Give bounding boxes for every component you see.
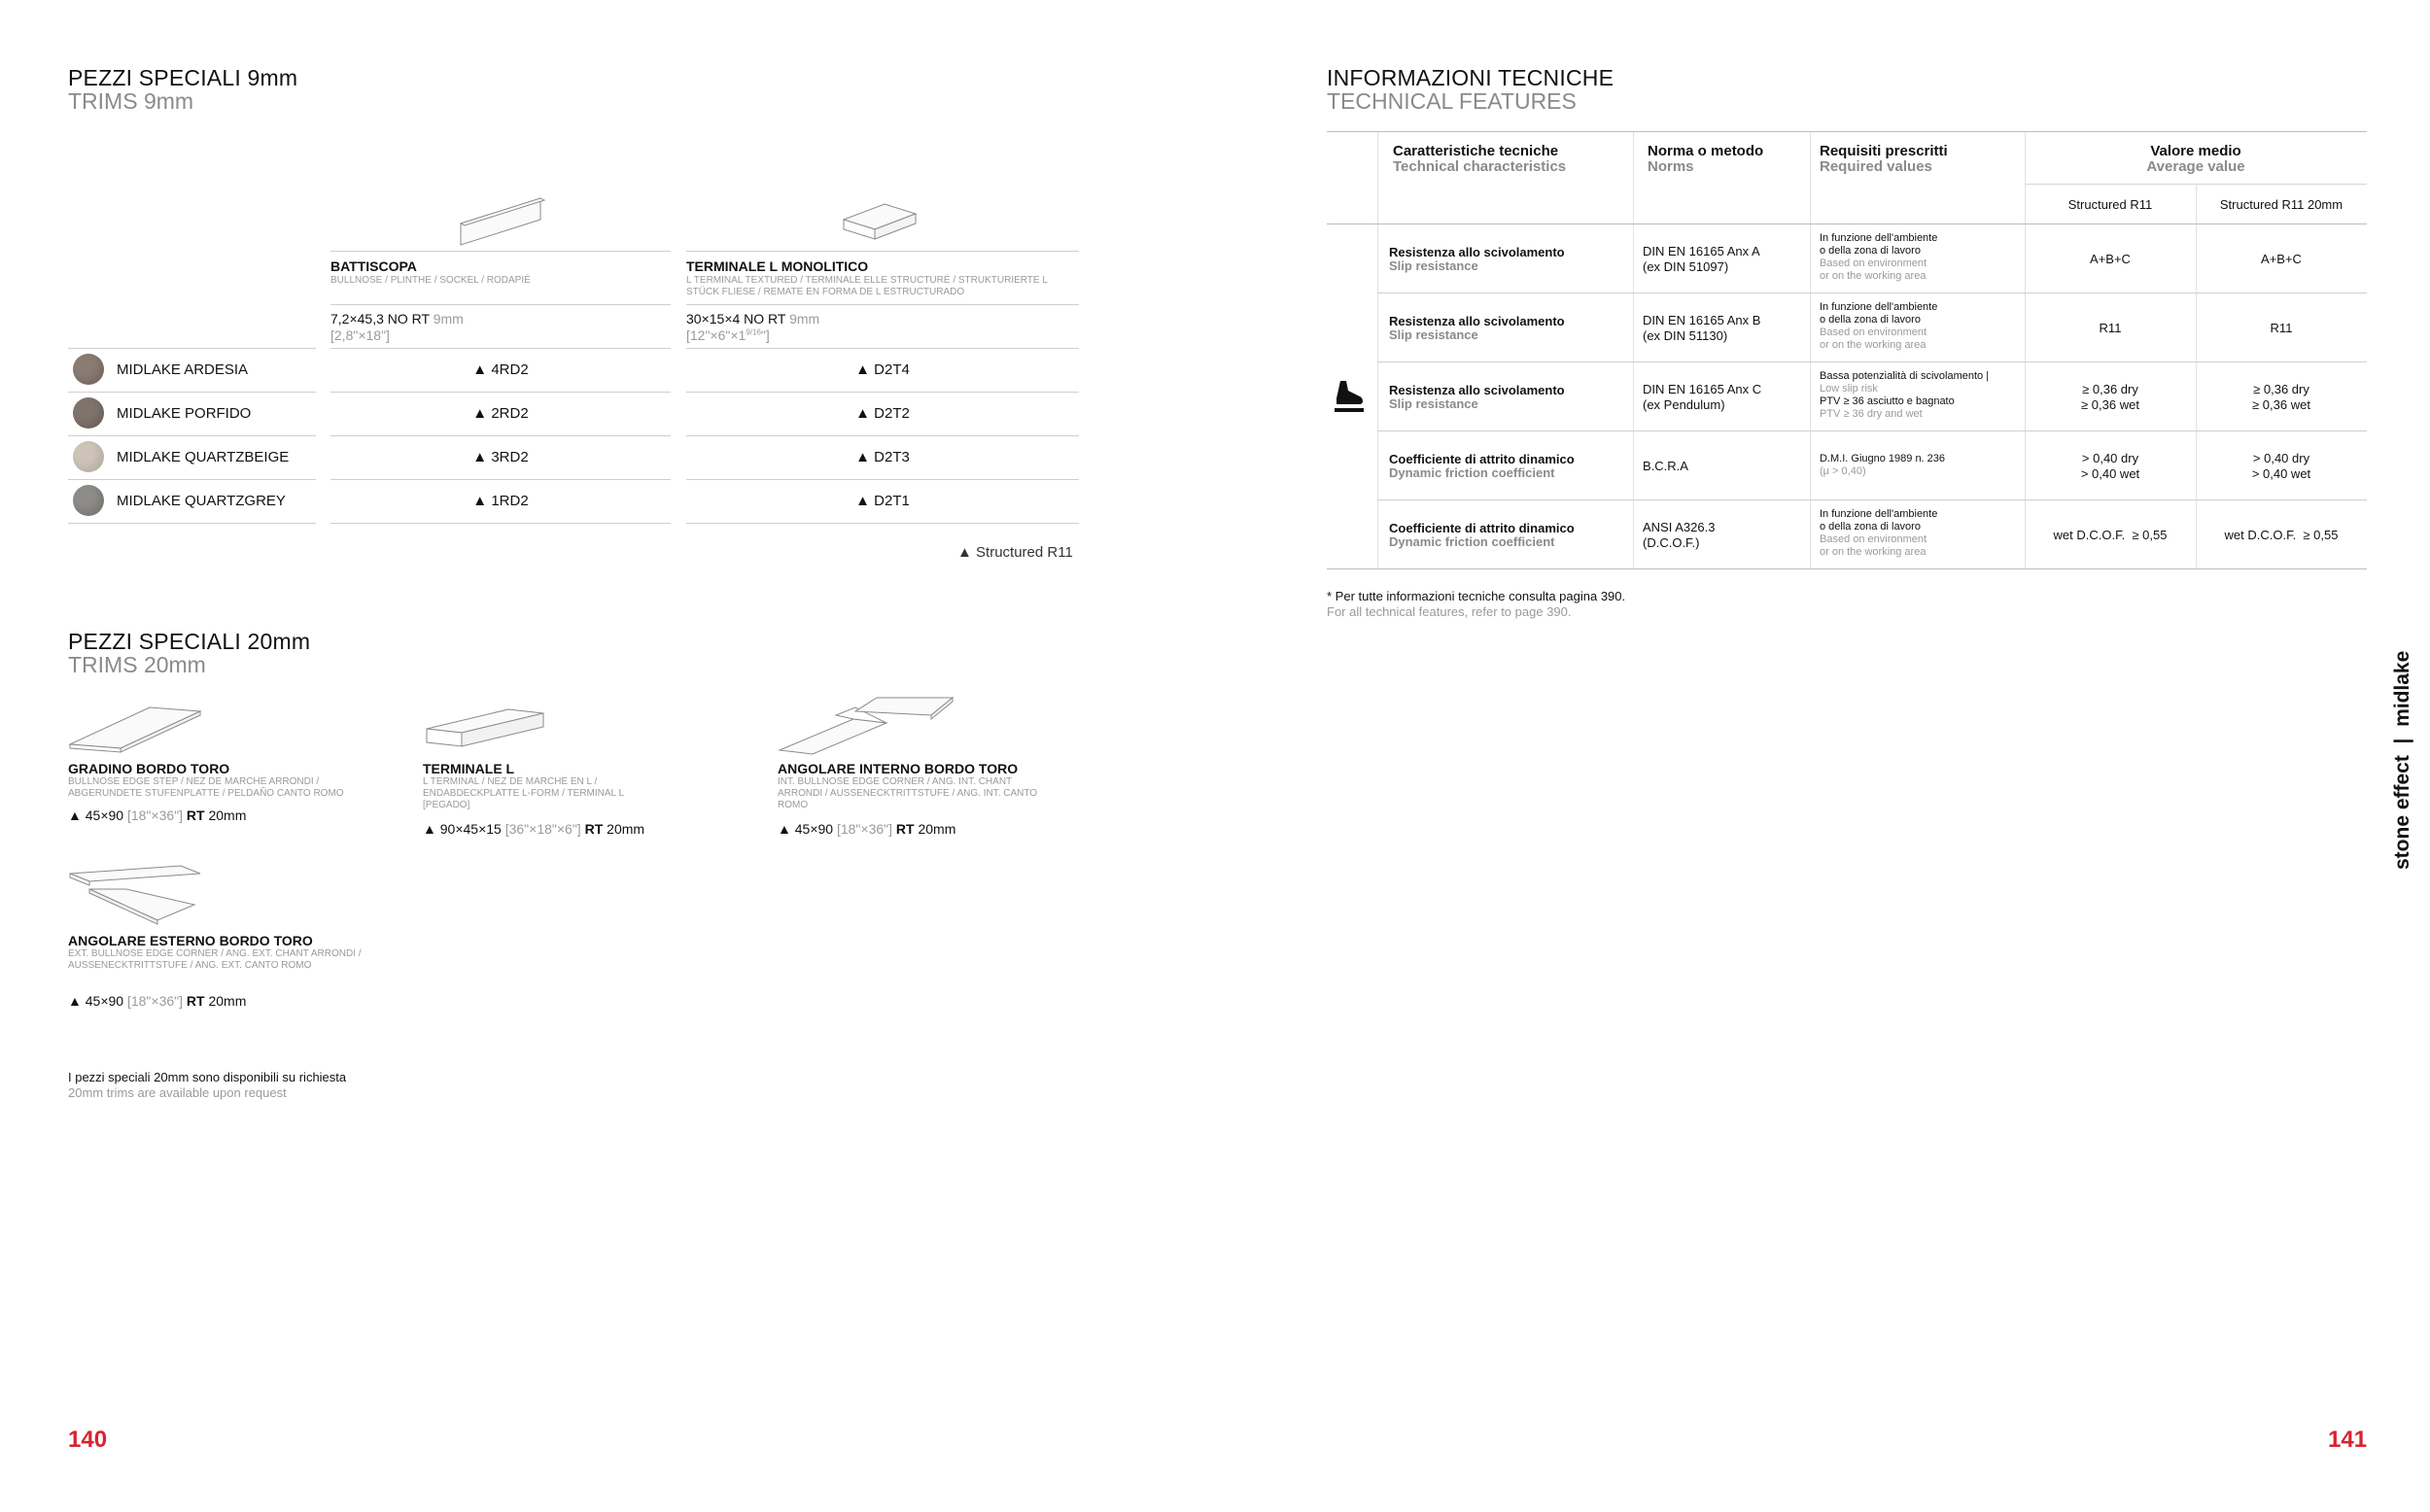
trims9-subtitle: TRIMS 9mm — [68, 88, 194, 114]
table-top-rule — [1327, 131, 2367, 132]
header-norm-en: Norms — [1648, 158, 1694, 175]
size-thickness: 9mm — [433, 311, 464, 326]
norm-line1: B.C.R.A — [1643, 459, 1688, 473]
char-en: Slip resistance — [1389, 258, 1478, 273]
req-it-1: In funzione dell'ambiente — [1820, 301, 1938, 313]
item-desc: BULLNOSE EDGE STEP / NEZ DE MARCHE ARRONDI / ABGERUNDETE STUFENPLATTE / PELDAÑO CANTO ROMO — [68, 776, 344, 799]
code-cell — [330, 449, 671, 465]
trims9-title: PEZZI SPECIALI 9mm — [68, 65, 298, 90]
size-inch: [18"×36"] — [126, 993, 184, 1009]
structured-triangle-icon: ▲ — [472, 405, 488, 422]
value-col2-wet: ≥ 0,36 wet — [2252, 397, 2310, 412]
legend-label: Structured R11 — [976, 544, 1073, 561]
header-norm: Norma o metodo — [1648, 143, 1764, 159]
req-en-1: Low slip risk — [1820, 383, 1878, 395]
terminale-l-monolitico-size-inch — [686, 327, 770, 343]
norm-line2: (D.C.O.F.) — [1643, 535, 1700, 550]
size-value: 45×90 — [794, 821, 834, 837]
char-en: Dynamic friction coefficient — [1389, 534, 1555, 549]
note-it: I pezzi speciali 20mm sono disponibili su richiesta — [68, 1070, 347, 1084]
divider — [330, 304, 671, 305]
val-col2-header: Structured R11 20mm — [2219, 197, 2343, 212]
structured-triangle-icon: ▲ — [472, 493, 488, 509]
page-number-right: 141 — [2328, 1426, 2368, 1453]
code-cell — [686, 361, 1079, 378]
value-col2-dry: ≥ 0,36 dry — [2253, 382, 2309, 396]
header-char: Caratteristiche tecniche — [1393, 143, 1559, 159]
tech-subtitle: TECHNICAL FEATURES — [1327, 88, 1577, 114]
code-cell — [686, 493, 1079, 509]
norm-line2: (ex DIN 51130) — [1643, 328, 1728, 343]
header-req: Requisiti prescritti — [1820, 143, 1948, 159]
battiscopa-image — [457, 194, 554, 249]
divider — [330, 251, 671, 252]
table-bottom-rule — [1327, 568, 2367, 569]
req-it-2: o della zona di lavoro — [1820, 314, 1921, 326]
table-row — [1327, 362, 2367, 430]
thickness: 20mm — [208, 993, 247, 1009]
divider — [686, 304, 1079, 305]
terminale-l-monolitico-desc: L TERMINAL TEXTURED / TERMINALE ELLE STRUCTURÉ / STRUKTURIERTE L STÜCK FLIESE / REMATE EN FORMA DE L ESTRUCTURADO — [686, 275, 1048, 297]
size-thickness: 9mm — [789, 311, 820, 326]
swatch-ardesia — [73, 354, 104, 385]
req-en-2: or on the working area — [1820, 546, 1927, 558]
norm-line1: ANSI A326.3 — [1643, 520, 1716, 534]
swatch-quartzgrey — [73, 485, 104, 516]
header-val-en: Average value — [2146, 158, 2245, 175]
color-row — [68, 392, 1079, 435]
battiscopa-size-inch: [2,8"×18"] — [330, 327, 390, 343]
thickness: 20mm — [208, 808, 247, 823]
structured-triangle-icon: ▲ — [68, 993, 82, 1009]
trims20-subtitle: TRIMS 20mm — [68, 652, 206, 677]
value-col2: A+B+C — [2261, 252, 2302, 266]
side-label: stone effect | midlake — [2391, 650, 2413, 870]
norm-line1: DIN EN 16165 Anx A — [1643, 244, 1760, 258]
code-value: D2T3 — [874, 449, 910, 465]
code-value: 2RD2 — [491, 405, 529, 422]
color-name: MIDLAKE PORFIDO — [117, 405, 252, 422]
code-cell — [330, 493, 671, 509]
structured-triangle-icon: ▲ — [423, 821, 436, 837]
structured-triangle-icon: ▲ — [855, 449, 870, 465]
color-name: MIDLAKE ARDESIA — [117, 361, 249, 378]
char-en: Slip resistance — [1389, 327, 1478, 342]
char-it: Resistenza allo scivolamento — [1389, 314, 1565, 328]
value-col1-wet: ≥ 0,36 wet — [2081, 397, 2139, 412]
value-col1: wet D.C.O.F. ≥ 0,55 — [2053, 528, 2168, 542]
size-main: 7,2×45,3 NO RT — [330, 311, 430, 326]
req-it-2: o della zona di lavoro — [1820, 521, 1921, 533]
value-col2: wet D.C.O.F. ≥ 0,55 — [2224, 528, 2339, 542]
req-it-2: PTV ≥ 36 asciutto e bagnato — [1820, 395, 1955, 407]
code-cell — [330, 405, 671, 422]
terminale-l-monolitico-size — [686, 311, 819, 326]
size-inch: [18"×36"] — [126, 808, 184, 823]
char-it: Coefficiente di attrito dinamico — [1389, 452, 1575, 466]
size-main: 30×15×4 NO RT — [686, 311, 786, 326]
table-row — [1327, 224, 2367, 292]
req-en-2: or on the working area — [1820, 270, 1927, 282]
angolare-esterno-bordo-toro-image — [68, 860, 204, 928]
swatch-quartzbeige — [73, 441, 104, 472]
size-inch-end: "] — [760, 327, 770, 343]
table-row — [1327, 431, 2367, 499]
item-name: GRADINO BORDO TORO — [68, 761, 230, 776]
structured-triangle-icon: ▲ — [472, 361, 488, 378]
table-row — [1327, 500, 2367, 568]
size-value: 45×90 — [85, 808, 124, 823]
structured-triangle-icon: ▲ — [855, 405, 870, 422]
item-size — [68, 808, 246, 823]
norm-line1: DIN EN 16165 Anx B — [1643, 313, 1761, 327]
val-col1-header: Structured R11 — [2067, 197, 2153, 212]
code-cell — [686, 449, 1079, 465]
rt-label: RT — [895, 821, 915, 837]
color-name: MIDLAKE QUARTZGREY — [117, 493, 286, 509]
item-size — [778, 821, 955, 837]
char-en: Dynamic friction coefficient — [1389, 465, 1555, 480]
value-col2-dry: > 0,40 dry — [2252, 451, 2310, 465]
structured-triangle-icon: ▲ — [855, 493, 870, 509]
note-en: 20mm trims are available upon request — [68, 1085, 287, 1100]
swatch-porfido — [73, 397, 104, 429]
item-name: ANGOLARE INTERNO BORDO TORO — [778, 761, 1019, 776]
item-name: ANGOLARE ESTERNO BORDO TORO — [68, 933, 313, 948]
header-val: Valore medio — [2150, 143, 2241, 159]
size-value: 90×45×15 — [439, 821, 502, 837]
footnote-it: * Per tutte informazioni tecniche consulta pagina 390. — [1327, 589, 1626, 603]
structured-triangle-icon: ▲ — [778, 821, 791, 837]
item-desc: L TERMINAL / NEZ DE MARCHE EN L / ENDABDECKPLATTE L-FORM / TERMINAL L [PEGADO] — [423, 776, 624, 810]
req-it-1: Bassa potenzialità di scivolamento | — [1820, 370, 1990, 382]
value-col1-dry: ≥ 0,36 dry — [2082, 382, 2138, 396]
rt-label: RT — [186, 993, 205, 1009]
tech-title: INFORMAZIONI TECNICHE — [1327, 65, 1614, 90]
req-it-2: o della zona di lavoro — [1820, 245, 1921, 257]
code-value: D2T4 — [874, 361, 910, 378]
rt-label: RT — [186, 808, 205, 823]
code-cell — [686, 405, 1079, 422]
norm-line1: DIN EN 16165 Anx C — [1643, 382, 1762, 396]
code-cell — [330, 361, 671, 378]
color-row — [68, 435, 1079, 479]
char-it: Resistenza allo scivolamento — [1389, 383, 1565, 397]
legend — [957, 544, 1073, 561]
thickness: 20mm — [918, 821, 956, 837]
req-en-1: (μ > 0,40) — [1820, 465, 1866, 477]
code-value: D2T2 — [874, 405, 910, 422]
rt-label: RT — [584, 821, 604, 837]
item-name: TERMINALE L — [423, 761, 515, 776]
code-value: 4RD2 — [491, 361, 529, 378]
char-it: Coefficiente di attrito dinamico — [1389, 521, 1575, 535]
color-row — [68, 479, 1079, 523]
terminale-l-monolitico-image — [838, 200, 920, 247]
item-desc: EXT. BULLNOSE EDGE CORNER / ANG. EXT. CHANT ARRONDI / AUSSENECKTRITTSTUFE / ANG. EXT. CANTO ROMO — [68, 948, 362, 971]
thickness: 20mm — [607, 821, 645, 837]
gradino-bordo-toro-image — [68, 698, 204, 756]
divider — [686, 251, 1079, 252]
item-size — [68, 993, 246, 1009]
code-value: 3RD2 — [491, 449, 529, 465]
value-col1: R11 — [2099, 321, 2122, 335]
color-name: MIDLAKE QUARTZBEIGE — [117, 449, 290, 465]
table-row — [1327, 293, 2367, 361]
value-col1-dry: > 0,40 dry — [2081, 451, 2139, 465]
char-en: Slip resistance — [1389, 396, 1478, 411]
value-col1: A+B+C — [2090, 252, 2131, 266]
size-inch-sup: 9/16 — [746, 327, 761, 337]
req-en-1: Based on environment — [1820, 326, 1927, 338]
req-it-1: In funzione dell'ambiente — [1820, 508, 1938, 520]
terminale-l-image — [423, 705, 549, 756]
char-it: Resistenza allo scivolamento — [1389, 245, 1565, 259]
header-char-en: Technical characteristics — [1393, 158, 1567, 175]
structured-triangle-icon: ▲ — [855, 361, 870, 378]
code-value: D2T1 — [874, 493, 910, 509]
size-inch: [18"×36"] — [836, 821, 893, 837]
value-col2: R11 — [2270, 321, 2293, 335]
color-row — [68, 348, 1079, 392]
size-inch: [12"×6"×1 — [686, 327, 746, 343]
structured-triangle-icon: ▲ — [957, 544, 972, 561]
structured-triangle-icon: ▲ — [472, 449, 488, 465]
value-col1-wet: > 0,40 wet — [2080, 466, 2140, 481]
size-inch: [36"×18"×6"] — [504, 821, 581, 837]
req-it-1: In funzione dell'ambiente — [1820, 232, 1938, 244]
header-req-en: Required values — [1820, 158, 1932, 175]
norm-line2: (ex Pendulum) — [1643, 397, 1725, 412]
req-en-2: PTV ≥ 36 dry and wet — [1820, 408, 1923, 420]
battiscopa-name: BATTISCOPA — [330, 258, 417, 274]
divider — [330, 523, 671, 524]
size-value: 45×90 — [85, 993, 124, 1009]
footnote-en: For all technical features, refer to page 390. — [1327, 604, 1572, 619]
norm-line2: (ex DIN 51097) — [1643, 259, 1729, 274]
item-desc: INT. BULLNOSE EDGE CORNER / ANG. INT. CHANT ARRONDI / AUSSENECKTRITTSTUFE / ANG. INT. CANTO ROMO — [778, 776, 1038, 810]
divider — [686, 523, 1079, 524]
req-en-2: or on the working area — [1820, 339, 1927, 351]
req-en-1: Based on environment — [1820, 533, 1927, 545]
req-it-1: D.M.I. Giugno 1989 n. 236 — [1820, 453, 1946, 464]
battiscopa-size — [330, 311, 464, 326]
trims20-title: PEZZI SPECIALI 20mm — [68, 629, 311, 654]
item-size — [423, 821, 644, 837]
code-value: 1RD2 — [491, 493, 529, 509]
value-col2-wet: > 0,40 wet — [2251, 466, 2311, 481]
structured-triangle-icon: ▲ — [68, 808, 82, 823]
battiscopa-desc: BULLNOSE / PLINTHE / SOCKEL / RODAPIÉ — [330, 275, 531, 286]
terminale-l-monolitico-name: TERMINALE L MONOLITICO — [686, 258, 869, 274]
divider — [68, 523, 316, 524]
page-number-left: 140 — [68, 1426, 108, 1453]
req-en-1: Based on environment — [1820, 258, 1927, 269]
angolare-interno-bordo-toro-image — [778, 692, 957, 756]
